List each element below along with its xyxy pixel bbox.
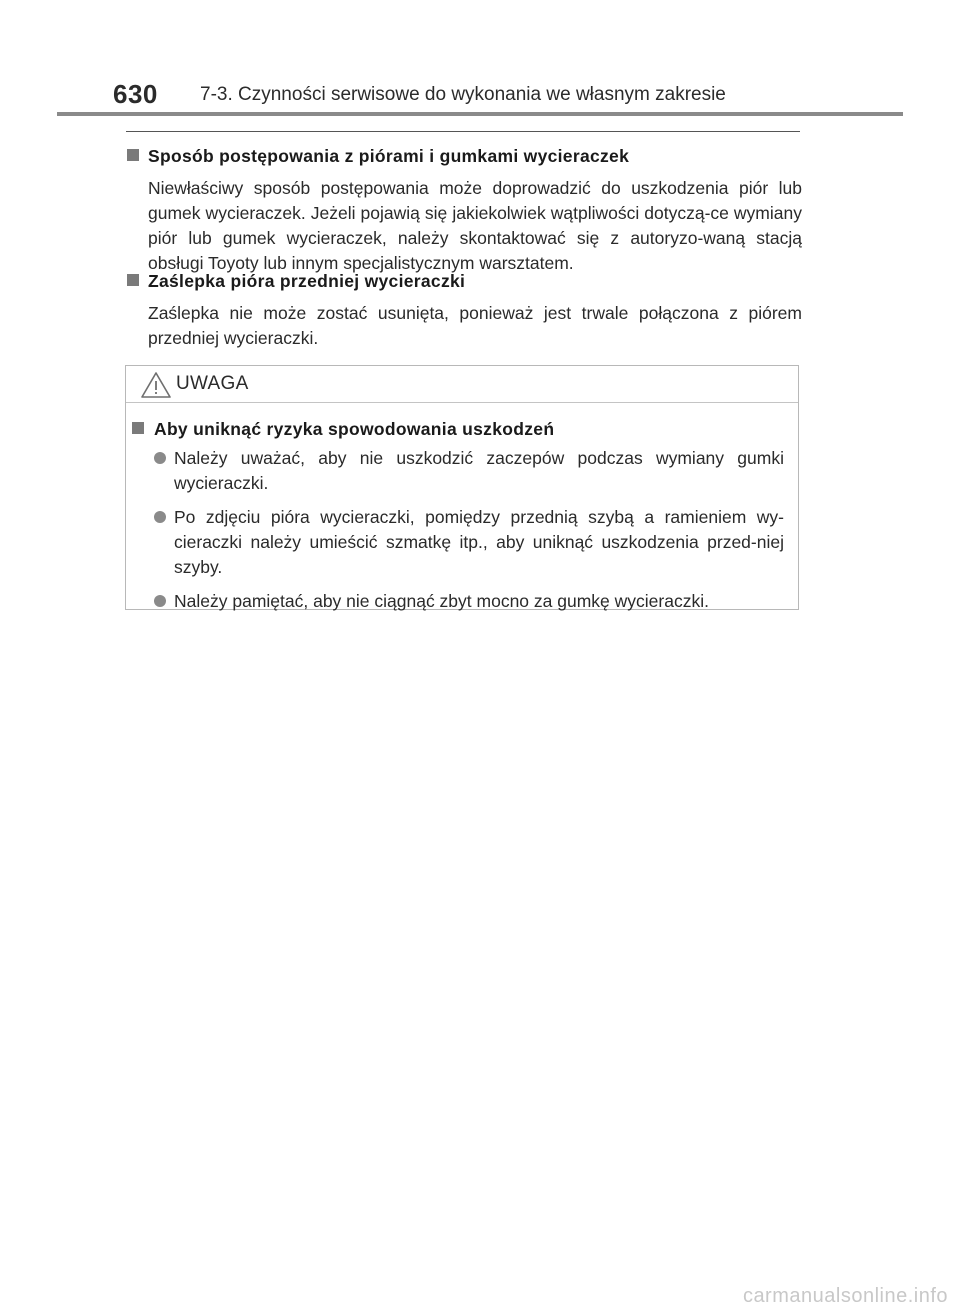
list-item-text: Należy uważać, aby nie uszkodzić zaczepów podczas wymiany gumki wycieraczki. [174, 448, 784, 493]
list-item [154, 589, 784, 614]
list-item [154, 446, 784, 496]
caution-title: UWAGA [176, 373, 249, 394]
section-heading-text: Zaślepka pióra przedniej wycieraczki [148, 271, 466, 291]
caution-header [126, 366, 798, 403]
circle-bullet-icon [154, 511, 166, 523]
square-bullet-icon [127, 274, 139, 286]
caution-heading [132, 417, 554, 441]
warning-triangle-icon [140, 371, 172, 399]
caution-box [125, 365, 799, 610]
page-number: 630 [113, 79, 158, 109]
caution-bullet-list [154, 446, 784, 623]
page-header [0, 0, 960, 120]
section-body: Zaślepka nie może zostać usunięta, ponieważ jest trwale połączona z piórem przedniej wycieraczki. [148, 303, 802, 348]
circle-bullet-icon [154, 595, 166, 607]
list-item-text: Po zdjęciu pióra wycieraczki, pomiędzy przednią szybą a ramieniem wy-cieraczki należy umieścić szmatkę itp., aby uniknąć uszkodzenia przed-niej szyby. [174, 507, 784, 577]
section-wiper-handling [126, 144, 802, 276]
chapter-title: 7-3. Czynności serwisowe do wykonania we własnym zakresie [200, 84, 726, 105]
list-item [154, 505, 784, 580]
square-bullet-icon [132, 422, 144, 434]
caution-heading-text: Aby uniknąć ryzyka spowodowania uszkodzeń [154, 419, 555, 439]
section-body: Niewłaściwy sposób postępowania może doprowadzić do uszkodzenia piór lub gumek wycieraczek. Jeżeli pojawią się jakiekolwiek wątpliwości dotyczą-ce wymiany piór lub gumek wycieraczek, należy skontaktować się z autoryzo-waną stacją obsługi Toyoty lub innym specjalistycznym warsztatem. [148, 178, 802, 273]
section-heading [126, 144, 802, 168]
circle-bullet-icon [154, 452, 166, 464]
section-heading-text: Sposób postępowania z piórami i gumkami wycieraczek [148, 146, 630, 166]
header-divider [57, 112, 903, 116]
list-item-text: Należy pamiętać, aby nie ciągnąć zbyt mocno za gumkę wycieraczki. [174, 591, 709, 611]
section-heading [126, 269, 802, 293]
square-bullet-icon [127, 149, 139, 161]
watermark: carmanualsonline.info [742, 1285, 948, 1307]
section-wiper-cap [126, 269, 802, 351]
section-divider [126, 131, 800, 132]
